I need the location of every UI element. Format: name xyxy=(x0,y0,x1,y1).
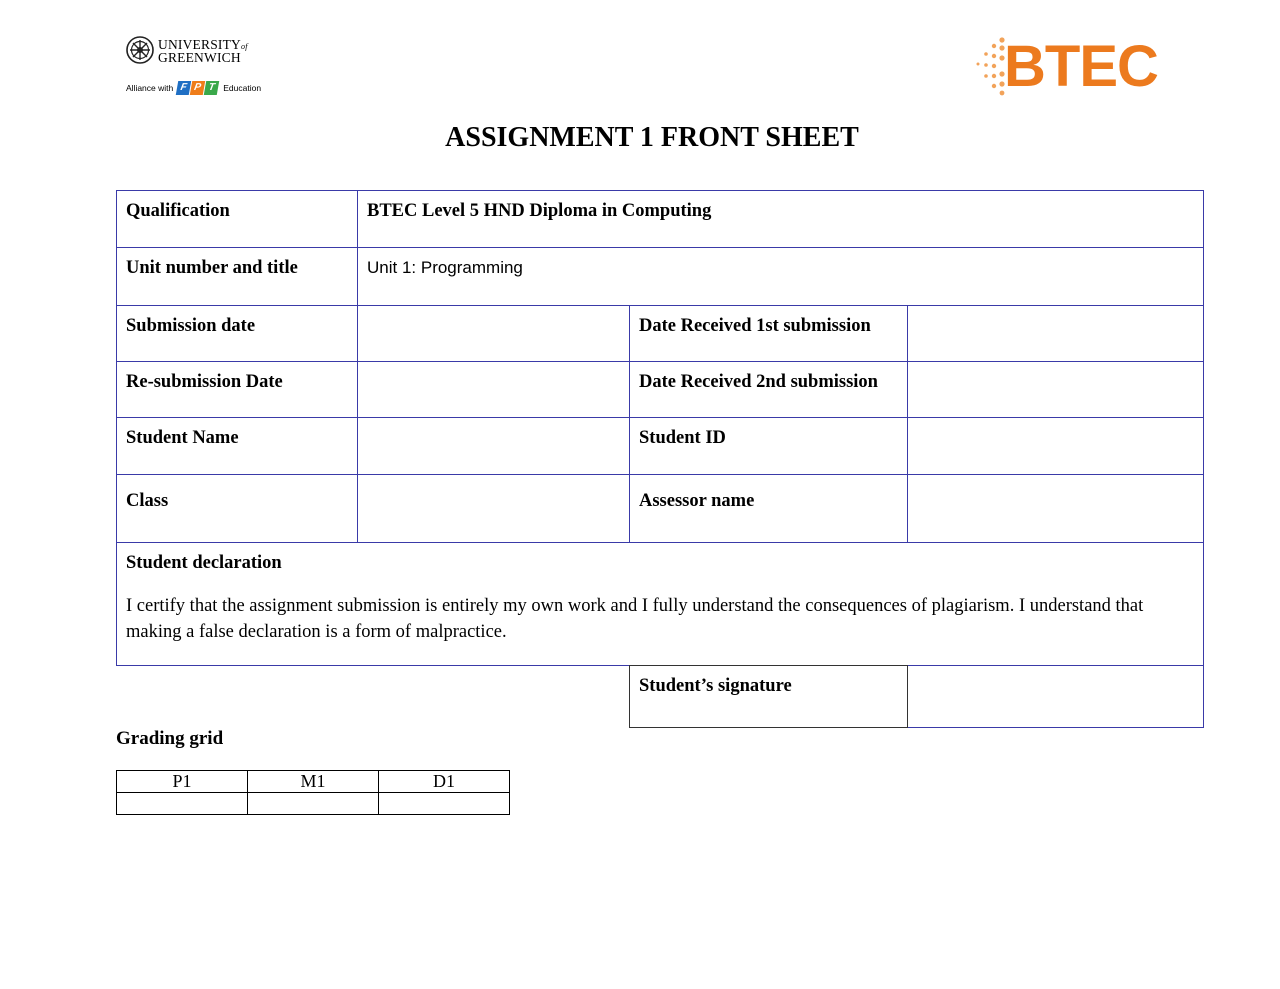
university-name-line2: GREENWICH xyxy=(158,50,241,65)
row-declaration xyxy=(117,543,1204,666)
grade-cell-m1[interactable] xyxy=(248,793,379,815)
fpt-logo xyxy=(177,81,219,95)
university-name-line1: UNIVERSITYof xyxy=(158,37,248,52)
class-label: Class xyxy=(117,475,358,543)
declaration-title: Student declaration xyxy=(126,553,282,573)
grading-header-row xyxy=(117,771,510,793)
student-id-label: Student ID xyxy=(630,418,908,475)
resubmission-date-field[interactable] xyxy=(358,362,630,418)
alliance-line xyxy=(126,81,261,95)
declaration-text: I certify that the assignment submission is entirely my own work and I fully understand the consequences of plagiarism. I understand that making a false declaration is a form of malpractice. xyxy=(126,596,1144,642)
submission-date-field[interactable] xyxy=(358,306,630,362)
fpt-letter-p: P xyxy=(190,81,205,95)
student-id-field[interactable] xyxy=(908,418,1204,475)
grading-value-row xyxy=(117,793,510,815)
qualification-value: BTEC Level 5 HND Diploma in Computing xyxy=(358,191,1204,248)
signature-field[interactable] xyxy=(908,666,1204,728)
grade-cell-d1[interactable] xyxy=(379,793,510,815)
submission-date-label: Submission date xyxy=(117,306,358,362)
btec-dots-icon xyxy=(970,36,1006,96)
grading-grid-label: Grading grid xyxy=(116,728,224,749)
row-qualification xyxy=(117,191,1204,248)
university-of-greenwich-logo xyxy=(126,36,266,100)
grade-header-p1: P1 xyxy=(117,771,248,793)
grading-grid xyxy=(116,770,510,815)
row-student xyxy=(117,418,1204,475)
row-unit xyxy=(117,248,1204,306)
row-resubmission xyxy=(117,362,1204,418)
grade-header-m1: M1 xyxy=(248,771,379,793)
student-name-field[interactable] xyxy=(358,418,630,475)
row-class xyxy=(117,475,1204,543)
alliance-text: Alliance with xyxy=(126,83,174,93)
fpt-letter-t: T xyxy=(204,81,219,95)
signature-table xyxy=(629,665,1204,728)
front-sheet-table xyxy=(116,190,1204,666)
assessor-name-field[interactable] xyxy=(908,475,1204,543)
signature-label: Student’s signature xyxy=(630,666,908,728)
date-received-2-field[interactable] xyxy=(908,362,1204,418)
btec-logo xyxy=(970,36,1166,98)
date-received-1-label: Date Received 1st submission xyxy=(630,306,908,362)
resubmission-date-label: Re-submission Date xyxy=(117,362,358,418)
page-title: ASSIGNMENT 1 FRONT SHEET xyxy=(445,122,859,153)
assessor-name-label: Assessor name xyxy=(630,475,908,543)
student-declaration xyxy=(117,543,1204,666)
university-seal-icon xyxy=(126,36,154,64)
date-received-1-field[interactable] xyxy=(908,306,1204,362)
grade-cell-p1[interactable] xyxy=(117,793,248,815)
fpt-letter-f: F xyxy=(176,81,191,95)
qualification-label: Qualification xyxy=(117,191,358,248)
date-received-2-label: Date Received 2nd submission xyxy=(630,362,908,418)
btec-wordmark: BTEC xyxy=(1004,34,1158,99)
row-submission xyxy=(117,306,1204,362)
unit-label: Unit number and title xyxy=(117,248,358,306)
unit-value: Unit 1: Programming xyxy=(358,248,1204,306)
student-name-label: Student Name xyxy=(117,418,358,475)
row-signature xyxy=(630,666,1204,728)
education-text: Education xyxy=(223,83,262,93)
grade-header-d1: D1 xyxy=(379,771,510,793)
class-field[interactable] xyxy=(358,475,630,543)
